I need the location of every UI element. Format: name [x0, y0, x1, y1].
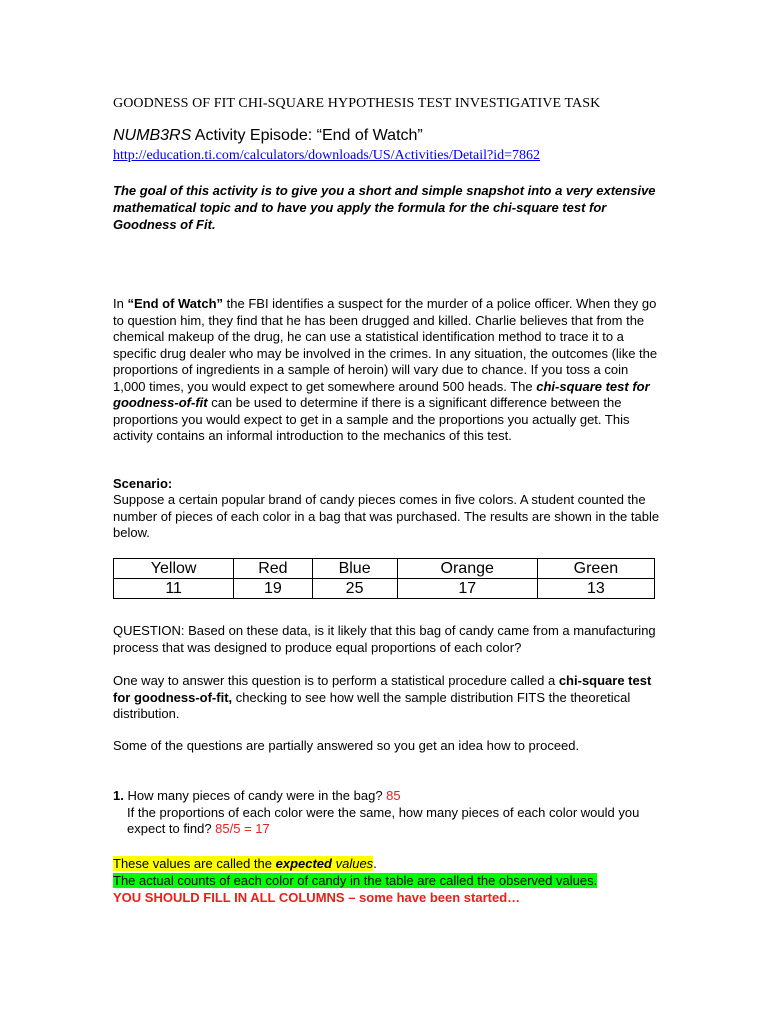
one-way-b: checking to see how well the sample distribution FITS the theoretical distribution. [113, 689, 631, 721]
show-name: NUMB3RS [113, 127, 192, 144]
value-cell: 17 [397, 579, 537, 599]
expected-text-a: These values are called the [113, 856, 276, 871]
answer-1b: 85/5 = 17 [215, 821, 270, 836]
table-row [114, 579, 655, 599]
expected-text-b: values [331, 856, 374, 871]
value-cell: 11 [114, 579, 234, 599]
document-title: GOODNESS OF FIT CHI-SQUARE HYPOTHESIS TEST INVESTIGATIVE TASK [113, 96, 601, 111]
episode-bold: “End of Watch” [127, 296, 224, 311]
intro-lead: In [113, 296, 128, 311]
expected-dot: . [373, 856, 377, 871]
value-cell: 19 [234, 579, 312, 599]
scenario-heading: Scenario: [113, 476, 173, 491]
partial-answer-note: Some of the questions are partially answered so you get an idea how to proceed. [113, 738, 580, 753]
header-cell: Yellow [114, 559, 234, 579]
episode-name: Activity Episode: “End of Watch” [191, 127, 423, 144]
one-way-a: One way to answer this question is to perform a statistical procedure called a [113, 673, 559, 688]
table-header-row [114, 559, 655, 579]
intro-text-a: the FBI identifies a suspect for the murder of a police officer. When they go to question him, they find that he has been drugged and killed. Charlie believes that from the chemical makeup of the drug, he can use a statistical identification method to trace it to a specific drug dealer who may be involved in the crimes. In any situation, the outcomes (like the proportions of ingredients in a sample of heroin) will vary due to chance. If you toss a coin 1,000 times, you would expect to get somewhere around 500 heads. The [113, 296, 658, 394]
value-cell: 13 [537, 579, 654, 599]
goal-statement: The goal of this activity is to give you a short and simple snapshot into a very extensive mathematical topic and to have you apply the formula for the chi-square test for Goodness of Fit. [113, 183, 656, 232]
question-1b-wrap [113, 805, 663, 838]
question-number: 1. [113, 788, 124, 803]
candy-table [113, 558, 655, 599]
question-1a: How many pieces of candy were in the bag? [123, 788, 387, 803]
activity-link[interactable]: http://education.ti.com/calculators/downloads/US/Activities/Detail?id=7862 [113, 148, 541, 163]
scenario-text: Suppose a certain popular brand of candy pieces comes in five colors. A student counted the number of pieces of each color in a bag that was purchased. The results are shown in the table below. [113, 492, 660, 540]
expected-bold: expected [275, 856, 332, 871]
observed-highlight: The actual counts of each color of candy in the table are called the observed values. [113, 873, 598, 888]
answer-1a: 85 [386, 788, 401, 803]
one-way-paragraph [113, 673, 663, 723]
expected-highlight [113, 856, 373, 871]
header-cell: Orange [397, 559, 537, 579]
intro-text-b: can be used to determine if there is a significant difference between the proportions you would expect to get in a sample and the proportions you actually get. This activity contains an informal introduction to the mechanics of this test. [113, 395, 630, 443]
observed-values-note [113, 873, 597, 889]
header-cell: Red [234, 559, 312, 579]
fill-all-columns-note: YOU SHOULD FILL IN ALL COLUMNS – some have been started… [113, 890, 521, 905]
expected-values-note [113, 856, 377, 872]
header-cell: Green [537, 559, 654, 579]
question-1b: If the proportions of each color were the same, how many pieces of each color would you expect to find? [127, 804, 640, 836]
one-way-bold: chi-square test for goodness-of-fit, [113, 673, 652, 705]
question-text: QUESTION: Based on these data, is it likely that this bag of candy came from a manufacturing process that was designed to produce equal proportions of each color? [113, 623, 656, 655]
value-cell: 25 [312, 579, 397, 599]
test-name-bold: chi-square test for goodness-of-fit [113, 378, 650, 410]
question-1 [113, 788, 663, 838]
episode-line [113, 127, 423, 145]
header-cell: Blue [312, 559, 397, 579]
intro-paragraph [113, 296, 663, 445]
